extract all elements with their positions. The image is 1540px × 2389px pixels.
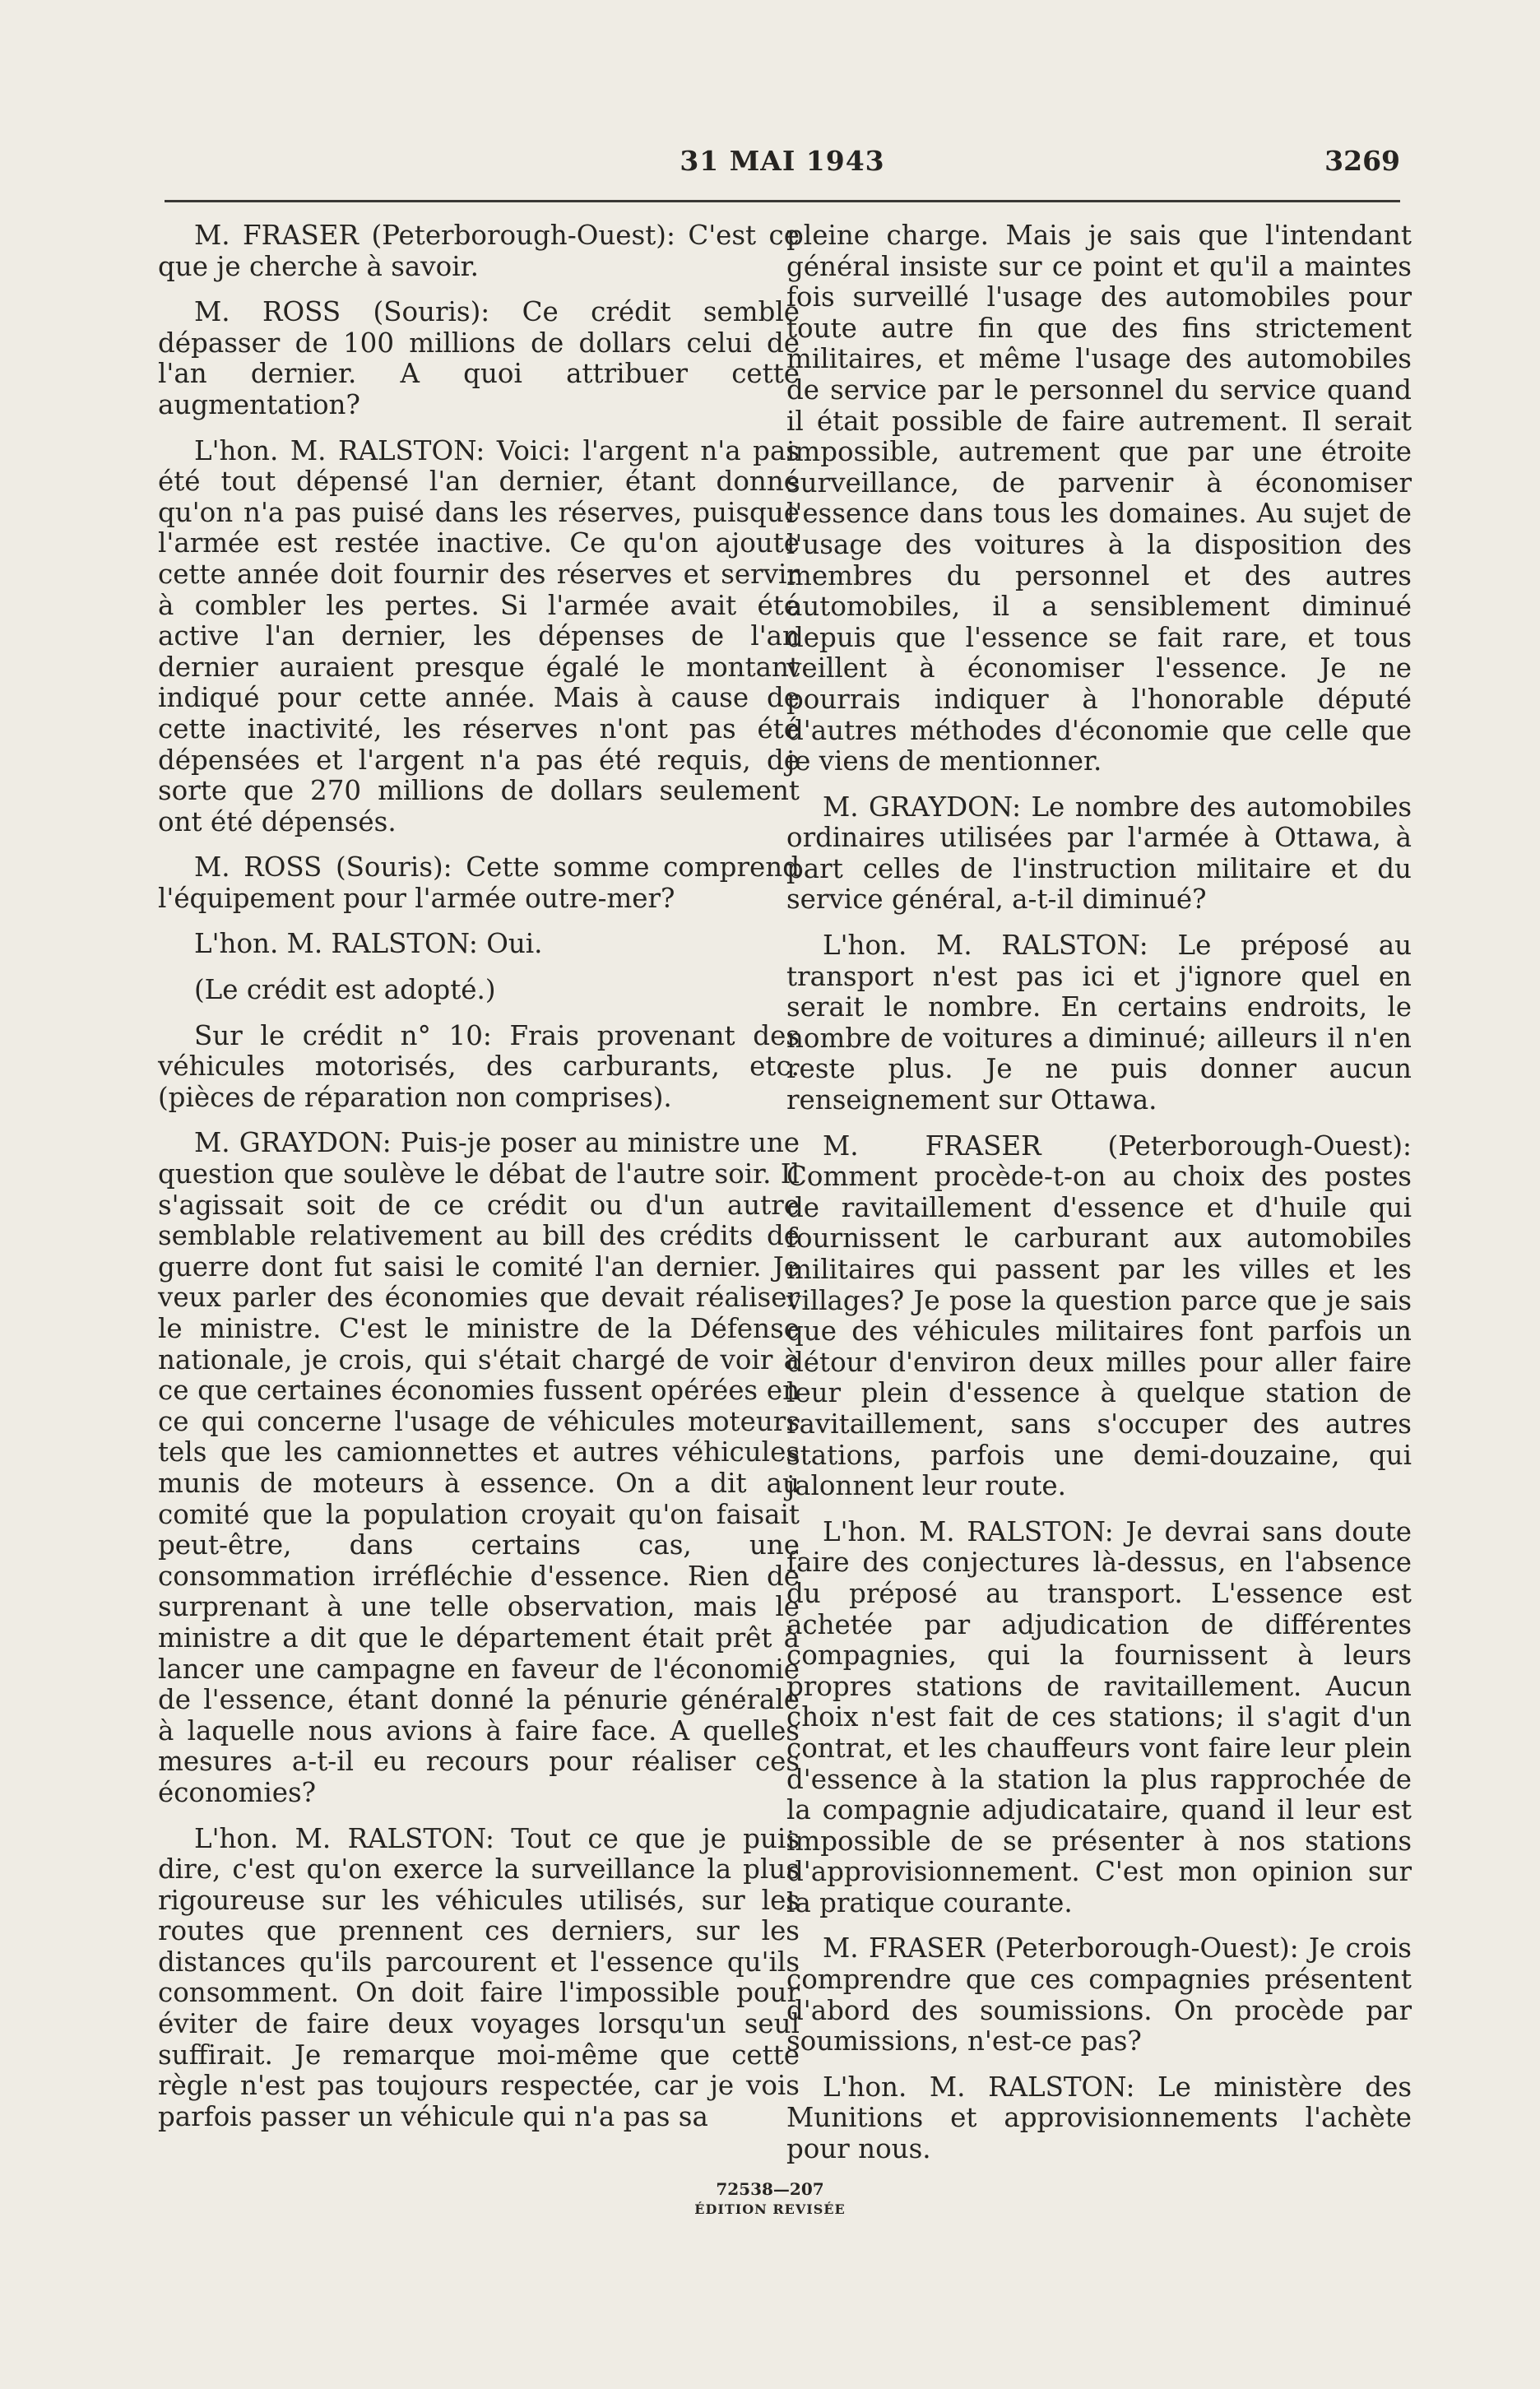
paragraph-ralston-4: L'hon. M. RALSTON: Le préposé au transport n'est pas ici et j'ignore quel en serait le nombre. En certains endroits, le nombre de voitures a diminué; ailleurs il n'en reste plus. Je ne puis donner aucun renseignement sur Ottawa. [786,930,1412,1116]
paragraph-graydon-1: M. GRAYDON: Puis-je poser au ministre une question que soulève le débat de l'autre soir. Il s'agissait soit de ce crédit ou d'un autre semblable relativement au bill des crédits de guerre dont fut saisi le comité l'an dernier. Je veux parler des économies que devait réaliser le ministre. C'est le ministre de la Défense nationale, je crois, qui s'était chargé de voir à ce que certaines économies fussent opérées en ce qui concerne l'usage de véhicules moteurs tels que les camionnettes et autres véhicules munis de moteurs à essence. On a dit au comité que la population croyait qu'on faisait peut-être, dans certains cas, une consommation irréfléchie d'essence. Rien de surprenant à une telle observation, mais le ministre a dit que le département était prêt à lancer une campagne en faveur de l'économie de l'essence, étant donné la pénurie générale à laquelle nous avions à faire face. A quelles mesures a-t-il eu recours pour réaliser ces économies? [158,1127,800,1808]
paragraph-ross-1: M. ROSS (Souris): Ce crédit semble dépasser de 100 millions de dollars celui de l'an dernier. A quoi attribuer cette augmentation? [158,296,800,420]
header-rule [165,200,1400,202]
paragraph-fraser-1: M. FRASER (Peterborough-Ouest): C'est ce que je cherche à savoir. [158,220,800,282]
paragraph-graydon-2: M. GRAYDON: Le nombre des automobiles ordinaires utilisées par l'armée à Ottawa, à part celles de l'instruction militaire et du service général, a-t-il diminué? [786,791,1412,916]
header-date: 31 MAI 1943 [680,145,885,177]
paragraph-ralston-2: L'hon. M. RALSTON: Oui. [194,928,543,960]
paragraph-ralston-1: L'hon. M. RALSTON: Voici: l'argent n'a pas été tout dépensé l'an dernier, étant donné qu'on n'a pas puisé dans les réserves, puisque l'armée est restée inactive. Ce qu'on ajoute cette année doit fournir des réserves et servir à combler les pertes. Si l'armée avait été active l'an dernier, les dépenses de l'an dernier auraient presque égalé le montant indiqué pour cette année. Mais à cause de cette inactivité, les réserves n'ont pas été dépensées et l'argent n'a pas été requis, de sorte que 270 millions de dollars seulement ont été dépensés. [158,434,800,837]
right-column [786,220,1412,2180]
page-footer [0,2178,1540,2220]
page-header [165,145,1400,194]
paragraph-ralston-6: L'hon. M. RALSTON: Le ministère des Munitions et approvisionnements l'achète pour nous. [786,2071,1412,2165]
paragraph-fraser-3: M. FRASER (Peterborough-Ouest): Je crois comprendre que ces compagnies présentent d'abord des soumissions. On procède par soumissions, n'est-ce pas? [786,1932,1412,2057]
paragraph-credit-10: Sur le crédit n° 10: Frais provenant des véhicules motorisés, des carburants, etc. (pièces de réparation non comprises). [158,1019,800,1113]
paragraph-ross-2: M. ROSS (Souris): Cette somme comprend l'équipement pour l'armée outre-mer? [158,851,800,914]
page-number: 3269 [1324,145,1400,177]
paragraph-fraser-2: M. FRASER (Peterborough-Ouest): Comment procède-t-on au choix des postes de ravitaillement d'essence et d'huile qui fournissent le carburant aux automobiles militaires qui passent par les villes et les villages? Je pose la question parce que je sais que des véhicules militaires font parfois un détour d'environ deux milles pour aller faire leur plein d'essence à quelque station de ravitaillement, sans s'occuper des autres stations, parfois une demi-douzaine, qui jalonnent leur route. [786,1130,1412,1502]
paragraph-ralston-3: L'hon. M. RALSTON: Tout ce que je puis dire, c'est qu'on exerce la surveillance la plus rigoureuse sur les véhicules utilisés, sur les routes que prennent ces derniers, sur les distances qu'ils parcourent et l'essence qu'ils consomment. On doit faire l'impossible pour éviter de faire deux voyages lorsqu'un seul suffirait. Je remarque moi-même que cette règle n'est pas toujours respectée, car je vois parfois passer un véhicule qui n'a pas sa [158,1822,800,2132]
paragraph-ralston-3-continued: pleine charge. Mais je sais que l'intendant général insiste sur ce point et qu'il a maintes fois surveillé l'usage des automobiles pour toute autre fin que des fins strictement militaires, et même l'usage des automobiles de service par le personnel du service quand il était possible de faire autrement. Il serait impossible, autrement que par une étroite surveillance, de parvenir à économiser l'essence dans tous les domaines. Au sujet de l'usage des voitures à la disposition des membres du personnel et des autres automobiles, il a sensiblement diminué depuis que l'essence se fait rare, et tous veillent à économiser l'essence. Je ne pourrais indiquer à l'honorable député d'autres méthodes d'économie que celle que je viens de mentionner. [786,220,1412,777]
edition-label: ÉDITION REVISÉE [694,2201,846,2217]
paragraph-credit-adopted: (Le crédit est adopté.) [194,974,496,1006]
paragraph-ralston-5: L'hon. M. RALSTON: Je devrai sans doute faire des conjectures là-dessus, en l'absence du préposé au transport. L'essence est achetée par adjudication de différentes compagnies, qui la fournissent à leurs propres stations de ravitaillement. Aucun choix n'est fait de ces stations; il s'agit d'un contrat, et les chauffeurs vont faire leur plein d'essence à la station la plus rapprochée de la compagnie adjudicataire, quand il leur est impossible de se présenter à nos stations d'approvisionnement. C'est mon opinion sur la pratique courante. [786,1515,1412,1918]
print-code: 72538—207 [716,2179,824,2199]
left-column [158,220,800,2147]
